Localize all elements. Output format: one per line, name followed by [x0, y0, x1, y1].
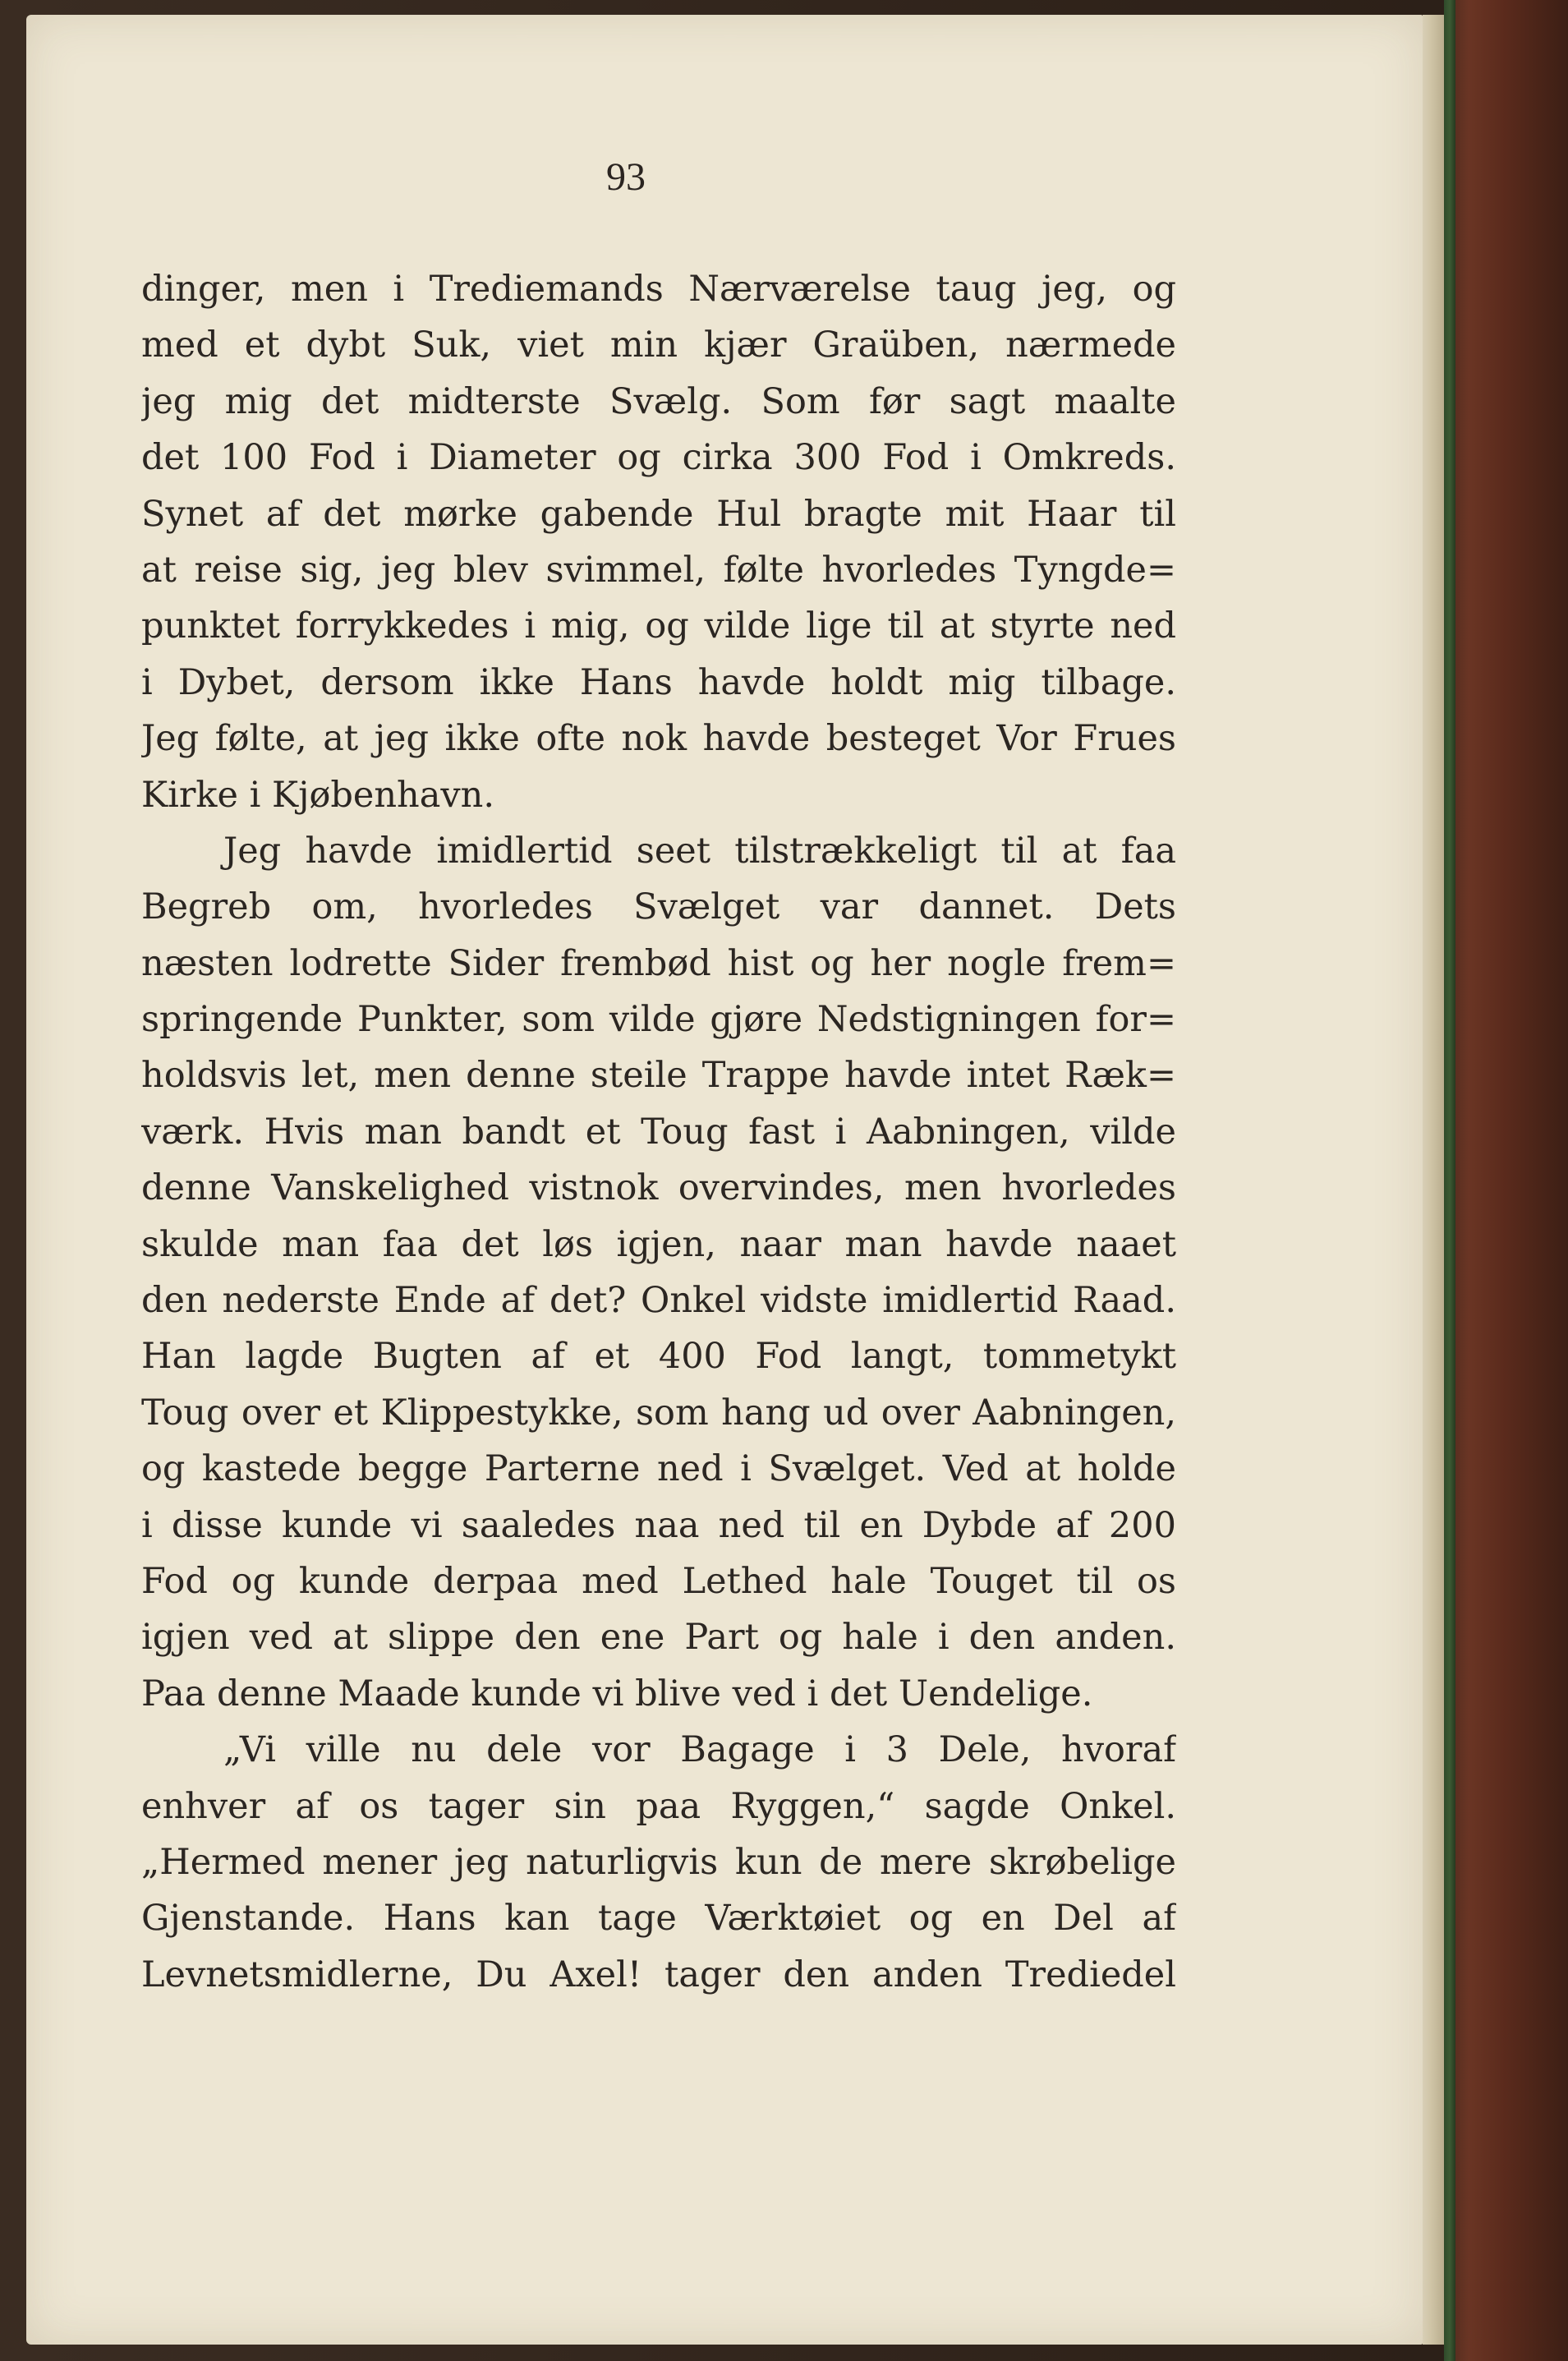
text-line: Paa denne Maade kunde vi blive ved i det Uendelige. [141, 1673, 1093, 1714]
text-line: Gjenstande. Hans kan tage Værktøiet og en Del af [141, 1898, 1176, 1940]
text-line: dinger, men i Trediemands Nærværelse taug jeg, og [141, 269, 1176, 310]
page-number: 93 [606, 155, 646, 199]
book-page [26, 15, 1423, 2345]
text-line: holdsvis let, men denne steile Trappe havde intet Ræk= [141, 1055, 1176, 1097]
text-line: og kastede begge Parterne ned i Svælget. Ved at holde [141, 1448, 1176, 1490]
text-line: i Dybet, dersom ikke Hans havde holdt mig tilbage. [141, 661, 1176, 703]
text-line: punktet forrykkedes i mig, og vilde lige til at styrte ned [141, 605, 1176, 647]
text-line: med et dybt Suk, viet min kjær Graüben, nærmede [141, 324, 1176, 366]
page-edge [1423, 15, 1444, 2345]
text-line: at reise sig, jeg blev svimmel, følte hvorledes Tyngde= [141, 549, 1176, 591]
text-line: „Hermed mener jeg naturligvis kun de mere skrøbelige [141, 1841, 1176, 1883]
text-line: denne Vanskelighed vistnok overvindes, men hvorledes [141, 1167, 1176, 1209]
text-line: Begreb om, hvorledes Svælget var dannet. Dets [141, 886, 1176, 928]
text-line: Jeg havde imidlertid seet tilstrækkeligt til at faa [223, 830, 1176, 872]
text-line: „Vi ville nu dele vor Bagage i 3 Dele, hvoraf [223, 1729, 1176, 1771]
text-line: Fod og kunde derpaa med Lethed hale Touget til os [141, 1560, 1176, 1602]
text-line: jeg mig det midterste Svælg. Som før sagt maalte [141, 380, 1176, 422]
cover-spine-trim [1444, 0, 1455, 2361]
text-line: Synet af det mørke gabende Hul bragte mit Haar til [141, 493, 1176, 535]
body-text [141, 261, 1176, 2003]
text-line: Toug over et Klippestykke, som hang ud over Aabningen, [141, 1392, 1176, 1434]
text-line: Han lagde Bugten af et 400 Fod langt, tommetykt [141, 1336, 1176, 1378]
text-line: det 100 Fod i Diameter og cirka 300 Fod i Omkreds. [141, 437, 1176, 479]
text-line: Kirke i Kjøbenhavn. [141, 774, 495, 816]
text-line: værk. Hvis man bandt et Toug fast i Aabningen, vilde [141, 1111, 1176, 1153]
text-line: den nederste Ende af det? Onkel vidste imidlertid Raad. [141, 1280, 1176, 1322]
text-line: i disse kunde vi saaledes naa ned til en Dybde af 200 [141, 1504, 1176, 1546]
text-line: igjen ved at slippe den ene Part og hale i den anden. [141, 1617, 1176, 1659]
text-line: næsten lodrette Sider frembød hist og her nogle frem= [141, 942, 1176, 984]
text-line: Jeg følte, at jeg ikke ofte nok havde besteget Vor Frues [141, 718, 1176, 760]
book-cover [1444, 0, 1568, 2361]
text-line: skulde man faa det løs igjen, naar man havde naaet [141, 1223, 1176, 1265]
text-line: enhver af os tager sin paa Ryggen,“ sagde Onkel. [141, 1785, 1176, 1827]
text-line: Levnetsmidlerne, Du Axel! tager den anden Trediedel [141, 1954, 1176, 1995]
text-line: springende Punkter, som vilde gjøre Nedstigningen for= [141, 999, 1176, 1041]
